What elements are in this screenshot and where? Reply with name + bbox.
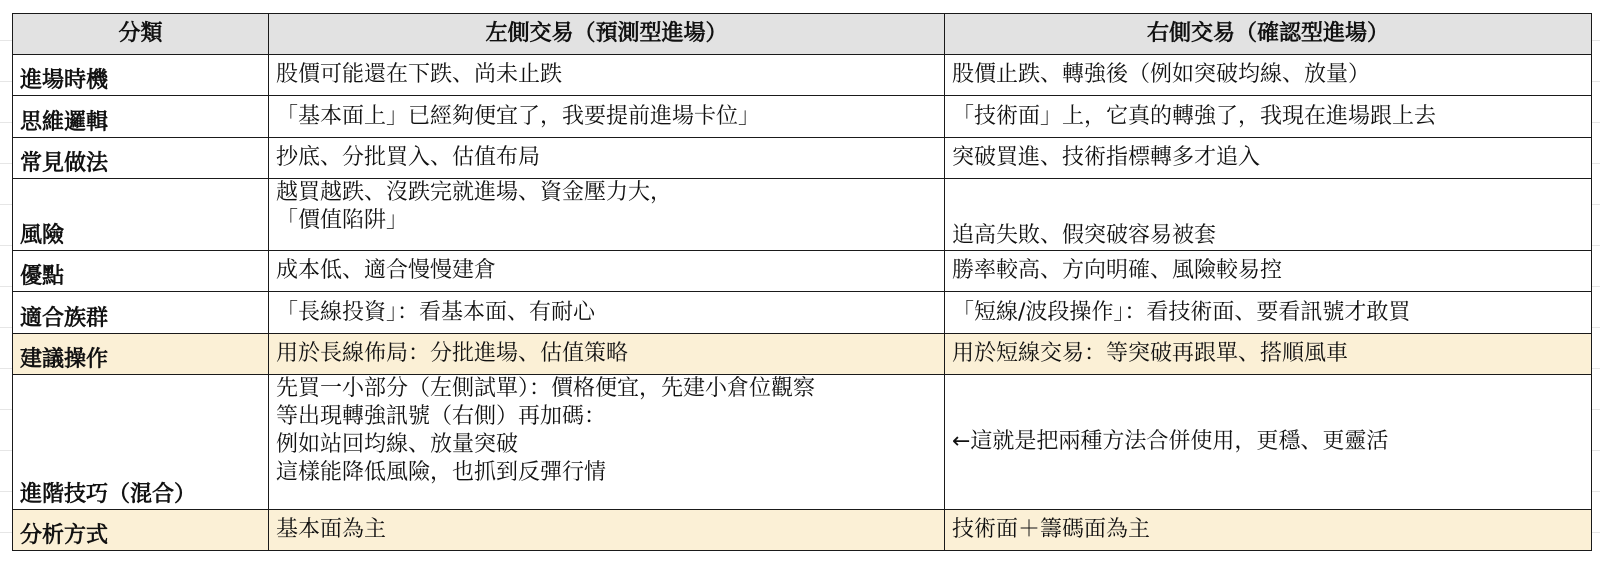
right-cell[interactable]	[945, 96, 1592, 138]
row-label[interactable]: 優點	[13, 251, 269, 292]
header-right-trading[interactable]: 右側交易（確認型進場）	[945, 14, 1592, 55]
cell-text: 越買越跌、沒跌完就進場、資金壓力大，	[276, 180, 673, 205]
left-cell[interactable]	[269, 510, 945, 551]
table-row	[13, 55, 1592, 96]
cell-text: 「短線/波段操作」：看技術面、要看訊號才敢買	[952, 299, 1411, 325]
left-cell[interactable]	[269, 179, 945, 251]
left-cell[interactable]	[269, 251, 945, 292]
row-label[interactable]: 進場時機	[13, 55, 269, 96]
header-row	[13, 14, 1592, 55]
row-label[interactable]: 常見做法	[13, 138, 269, 179]
table-row	[13, 375, 1592, 510]
cell-text: 例如站回均線、放量突破	[276, 432, 519, 457]
cell-text: 「價值陷阱」	[276, 208, 409, 233]
cell-text: 這樣能降低風險，也抓到反彈行情	[276, 460, 607, 485]
cell-text: 成本低、適合慢慢建倉	[276, 258, 497, 283]
left-cell[interactable]	[269, 292, 945, 334]
cell-text: ←這就是把兩種方法合併使用，更穩、更靈活	[952, 429, 1389, 454]
row-label[interactable]: 風險	[13, 179, 269, 251]
left-cell[interactable]	[269, 55, 945, 96]
left-cell[interactable]	[269, 96, 945, 138]
table-row-highlighted	[13, 510, 1592, 551]
right-cell[interactable]	[945, 334, 1592, 375]
cell-text: 用於短線交易：等突破再跟單、搭順風車	[952, 341, 1349, 366]
table-row	[13, 138, 1592, 179]
cell-text: 技術面＋籌碼面為主	[952, 517, 1151, 542]
cell-text: 先買一小部分（左側試單）：價格便宜，先建小倉位觀察	[276, 376, 816, 401]
right-cell[interactable]	[945, 179, 1592, 251]
right-cell[interactable]	[945, 55, 1592, 96]
cell-text: 「基本面上」已經夠便宜了，我要提前進場卡位」	[276, 103, 761, 129]
row-label[interactable]: 適合族群	[13, 292, 269, 334]
cell-text: 抄底、分批買入、估值布局	[276, 145, 541, 170]
cell-text: 基本面為主	[276, 517, 387, 542]
header-category[interactable]: 分類	[13, 14, 269, 55]
cell-text: 勝率較高、方向明確、風險較易控	[952, 258, 1283, 283]
table-row	[13, 251, 1592, 292]
right-cell[interactable]	[945, 292, 1592, 334]
table-row	[13, 96, 1592, 138]
cell-text: 「長線投資」：看基本面、有耐心	[276, 299, 596, 325]
left-cell[interactable]	[269, 375, 945, 510]
left-cell[interactable]	[269, 138, 945, 179]
cell-text: 用於長線佈局：分批進場、估值策略	[276, 341, 629, 366]
cell-text: 股價可能還在下跌、尚未止跌	[276, 62, 563, 87]
table-row	[13, 179, 1592, 251]
left-cell[interactable]	[269, 334, 945, 375]
right-cell[interactable]	[945, 138, 1592, 179]
row-label[interactable]: 進階技巧（混合）	[13, 375, 269, 510]
header-left-trading[interactable]: 左側交易（預測型進場）	[269, 14, 945, 55]
table-row-highlighted	[13, 334, 1592, 375]
cell-text: 突破買進、技術指標轉多才追入	[952, 145, 1261, 170]
cell-text: 等出現轉強訊號（右側）再加碼：	[276, 404, 607, 429]
right-cell[interactable]	[945, 510, 1592, 551]
cell-text: 「技術面」上，它真的轉強了，我現在進場跟上去	[952, 103, 1437, 129]
right-cell[interactable]	[945, 251, 1592, 292]
comparison-table	[12, 13, 1592, 551]
row-label[interactable]: 分析方式	[13, 510, 269, 551]
cell-text: 追高失敗、假突破容易被套	[952, 223, 1217, 248]
row-label[interactable]: 思維邏輯	[13, 96, 269, 138]
cell-text: 股價止跌、轉強後（例如突破均線、放量）	[952, 62, 1371, 87]
table-row	[13, 292, 1592, 334]
right-cell[interactable]	[945, 375, 1592, 510]
row-label[interactable]: 建議操作	[13, 334, 269, 375]
